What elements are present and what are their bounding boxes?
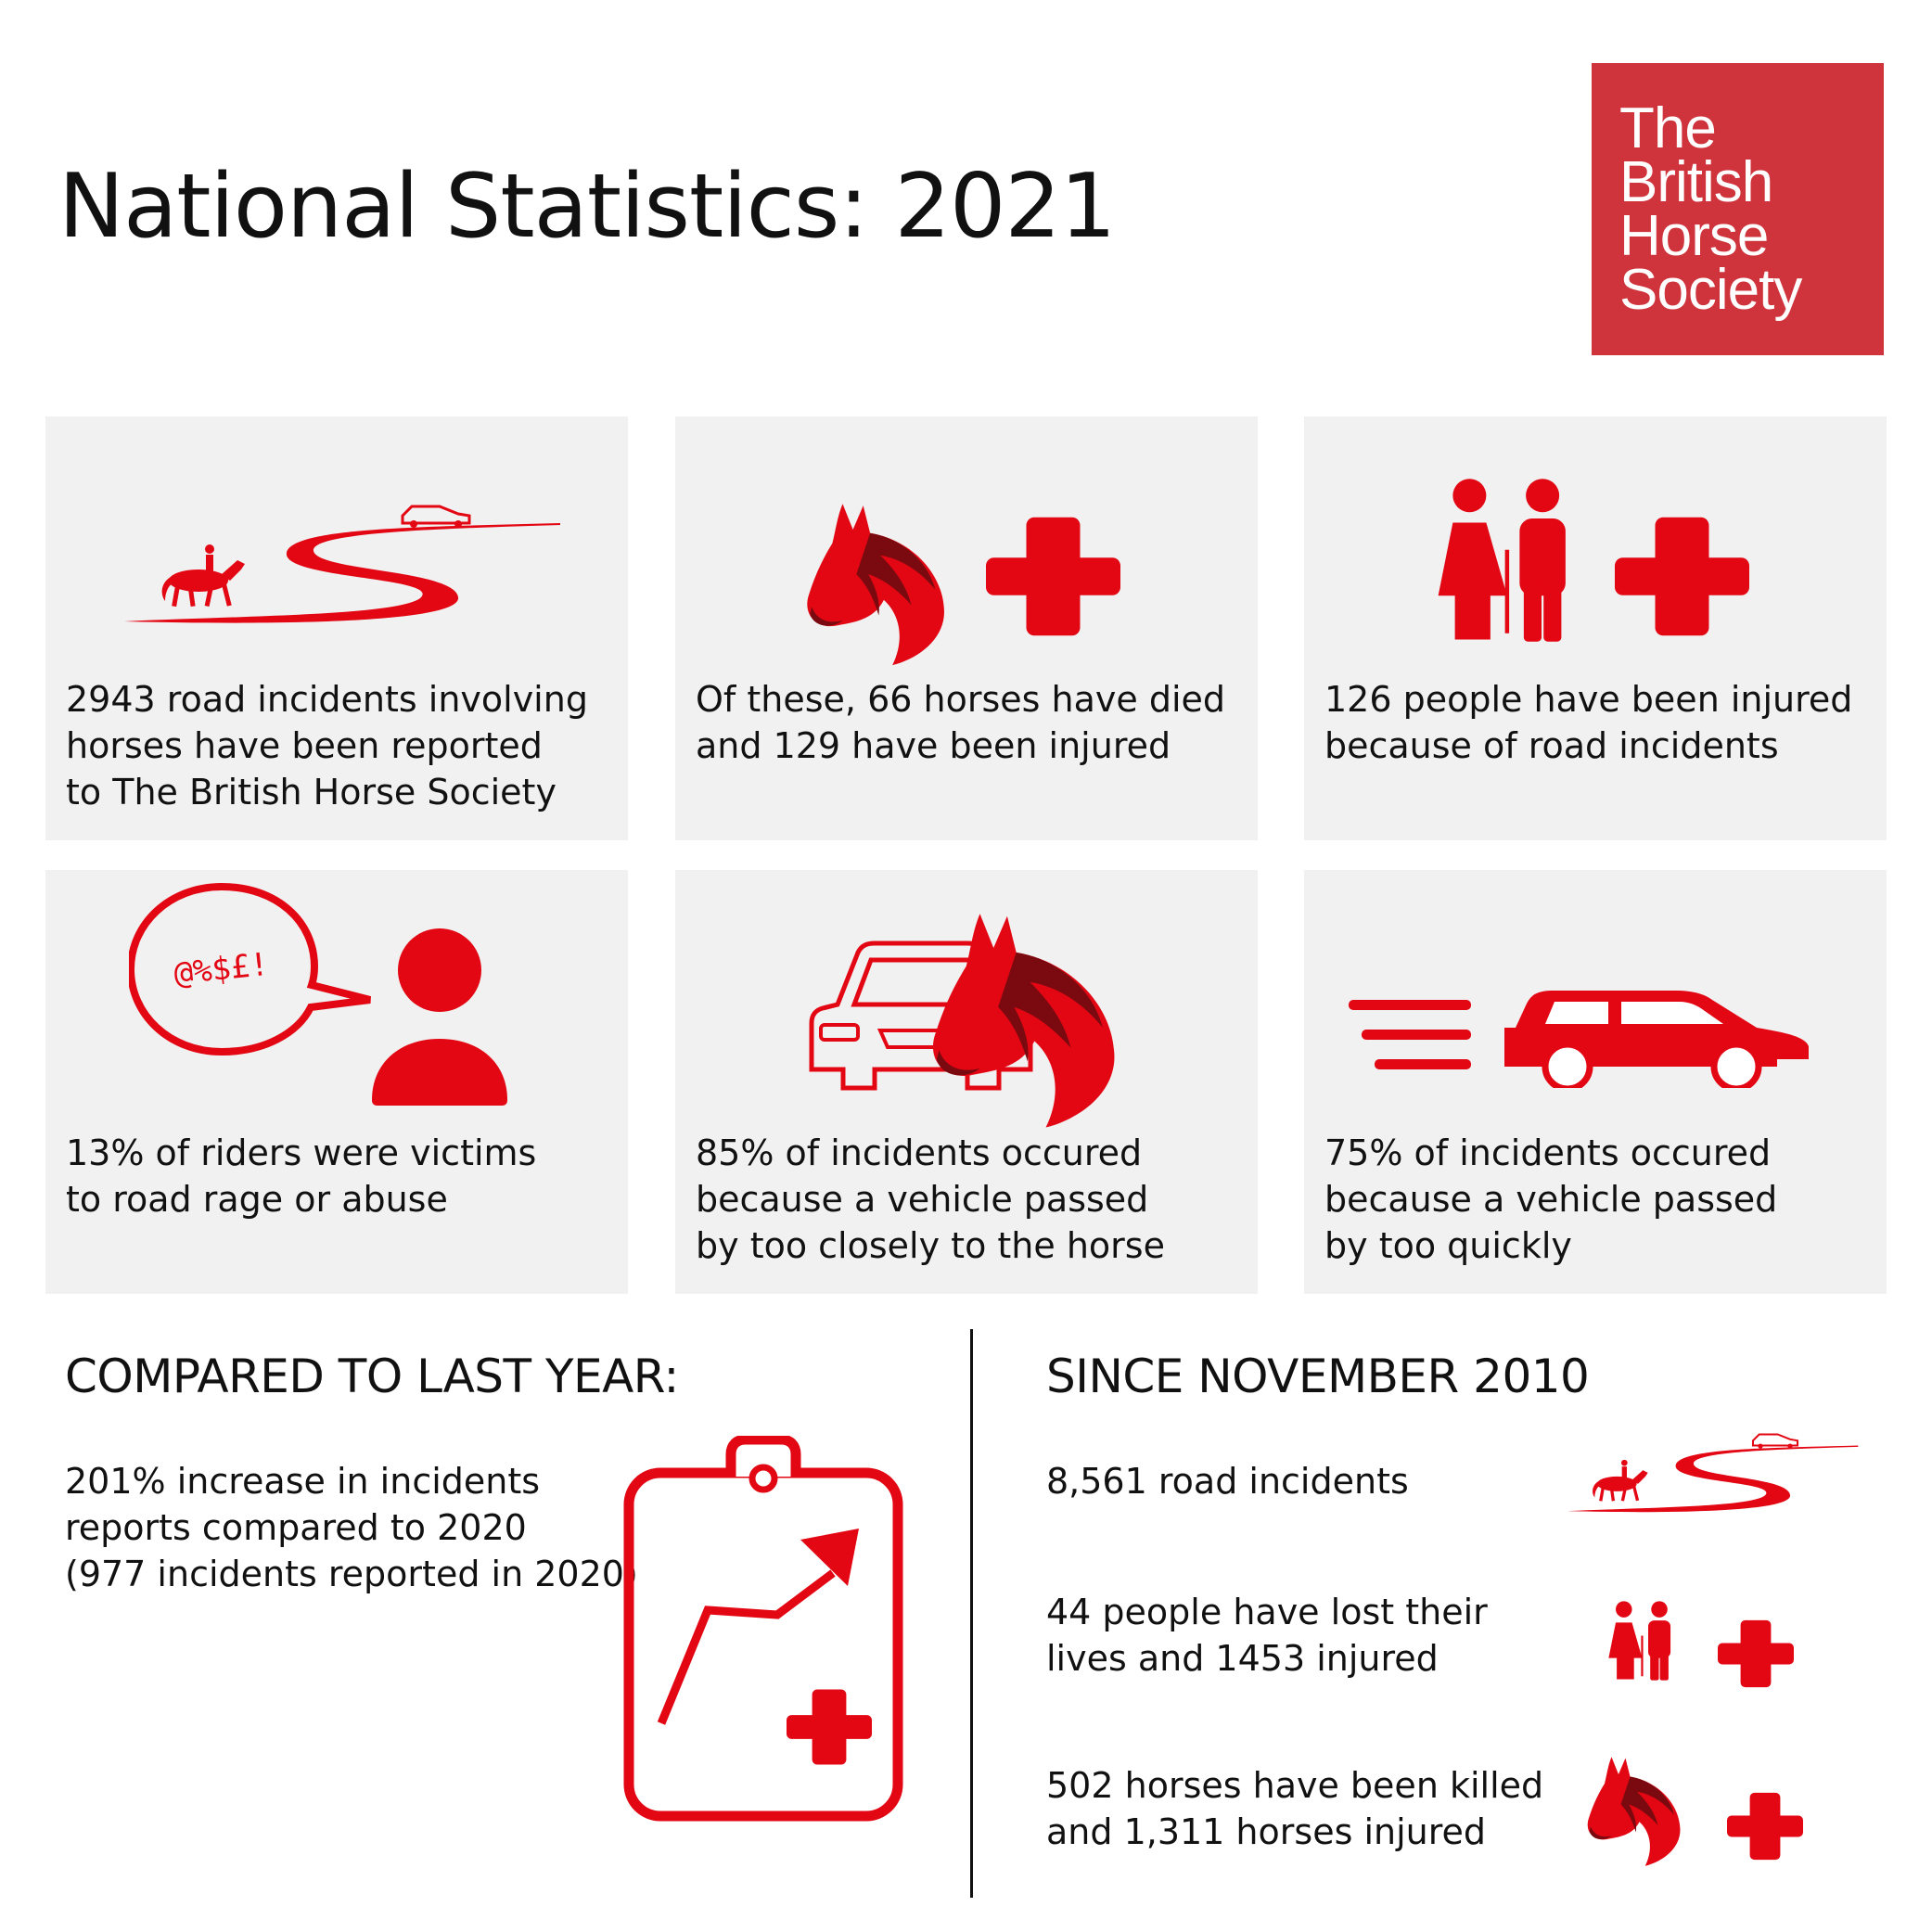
- since-item-people: 44 people have lost their lives and 1453 injured: [1046, 1592, 1488, 1679]
- stat-text: 126 people have been injured because of road incidents: [1324, 679, 1853, 766]
- stat-panel-road-rage: [45, 870, 628, 1294]
- logo-line-2: British: [1619, 150, 1773, 214]
- speech-bubble-text: @%$£!: [172, 945, 271, 993]
- stat-panel-people-injured: [1304, 416, 1887, 840]
- logo-line-4: Society: [1619, 258, 1802, 322]
- page-title: National Statistics: 2021: [58, 156, 1116, 258]
- people-medical-cross-icon: [1304, 416, 1887, 676]
- horse-rider-road-car-icon: [1567, 1433, 1864, 1514]
- car-front-horse-head-icon: [675, 870, 1258, 1130]
- logo-line-1: The: [1619, 96, 1716, 160]
- stat-panel-road-incidents: [45, 416, 628, 840]
- stat-panel-passed-quickly: [1304, 870, 1887, 1294]
- stat-text: Of these, 66 horses have died and 129 have been injured: [696, 679, 1226, 766]
- stat-text: 13% of riders were victims to road rage or abuse: [66, 1132, 537, 1220]
- stat-panel-horse-casualties: [675, 416, 1258, 840]
- speeding-car-icon: [1304, 870, 1887, 1130]
- compared-text: 201% increase in incidents reports compared to 2020 (977 incidents reported in 2020): [65, 1461, 638, 1594]
- since-heading: SINCE NOVEMBER 2010: [1046, 1350, 1590, 1403]
- since-item-horses: 502 horses have been killed and 1,311 horses injured: [1046, 1765, 1544, 1852]
- compared-heading: COMPARED TO LAST YEAR:: [65, 1350, 679, 1403]
- speech-bubble-person-icon: [45, 870, 628, 1130]
- stat-text: 85% of incidents occured because a vehicle passed by too closely to the horse: [696, 1132, 1165, 1266]
- stat-text: 75% of incidents occured because a vehicle passed by too quickly: [1324, 1132, 1778, 1266]
- since-item-road-incidents: 8,561 road incidents: [1046, 1461, 1409, 1502]
- horse-rider-road-car-icon: [45, 416, 628, 676]
- clipboard-rising-chart-icon: [620, 1436, 907, 1825]
- stat-text: 2943 road incidents involving horses have been reported to The British Horse Society: [66, 679, 588, 812]
- logo-line-3: Horse: [1619, 204, 1769, 268]
- section-divider: [970, 1329, 973, 1898]
- british-horse-society-logo: [1592, 63, 1884, 355]
- horse-head-medical-cross-icon: [675, 416, 1258, 676]
- stat-panel-passed-closely: [675, 870, 1258, 1294]
